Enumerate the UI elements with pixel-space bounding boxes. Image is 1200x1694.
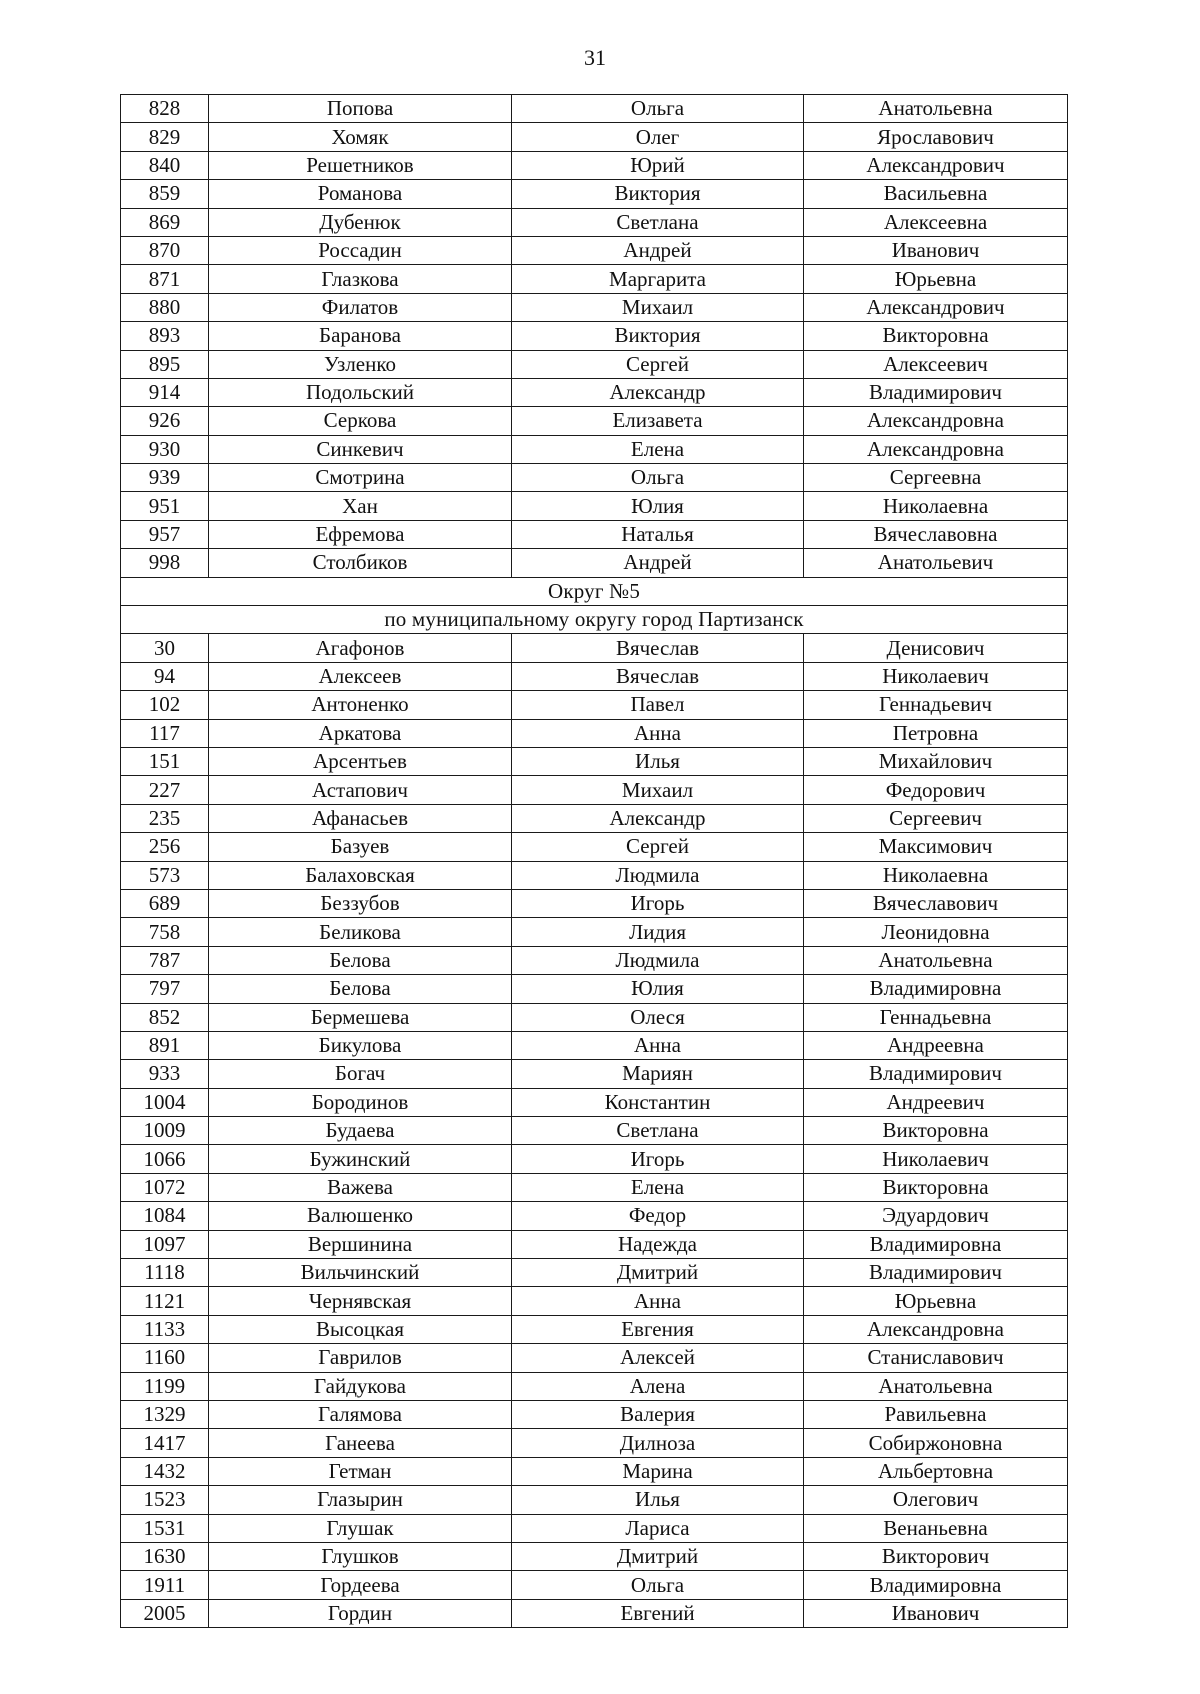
patronymic: Викторовна xyxy=(804,1117,1068,1145)
table-row xyxy=(121,180,1068,208)
last-name: Валюшенко xyxy=(209,1202,512,1230)
last-name: Афанасьев xyxy=(209,804,512,832)
row-number: 227 xyxy=(121,776,209,804)
last-name: Чернявская xyxy=(209,1287,512,1315)
first-name: Надежда xyxy=(512,1230,804,1258)
patronymic: Александрович xyxy=(804,151,1068,179)
row-number: 1004 xyxy=(121,1088,209,1116)
first-name: Анна xyxy=(512,719,804,747)
patronymic: Олегович xyxy=(804,1486,1068,1514)
first-name: Вячеслав xyxy=(512,634,804,662)
patronymic: Владимировна xyxy=(804,1230,1068,1258)
row-number: 880 xyxy=(121,293,209,321)
patronymic: Алексеевна xyxy=(804,208,1068,236)
first-name: Светлана xyxy=(512,208,804,236)
first-name: Валерия xyxy=(512,1400,804,1428)
last-name: Бикулова xyxy=(209,1031,512,1059)
first-name: Марина xyxy=(512,1457,804,1485)
last-name: Гордеева xyxy=(209,1571,512,1599)
first-name: Наталья xyxy=(512,520,804,548)
last-name: Смотрина xyxy=(209,464,512,492)
patronymic: Эдуардович xyxy=(804,1202,1068,1230)
patronymic: Собиржоновна xyxy=(804,1429,1068,1457)
patronymic: Геннадьевич xyxy=(804,691,1068,719)
table-row xyxy=(121,918,1068,946)
first-name: Сергей xyxy=(512,350,804,378)
table-row xyxy=(121,1599,1068,1627)
patronymic: Васильевна xyxy=(804,180,1068,208)
patronymic: Алексеевич xyxy=(804,350,1068,378)
table-row xyxy=(121,95,1068,123)
first-name: Юрий xyxy=(512,151,804,179)
row-number: 758 xyxy=(121,918,209,946)
roster-table xyxy=(120,94,1068,1628)
patronymic: Викторович xyxy=(804,1542,1068,1570)
last-name: Балаховская xyxy=(209,861,512,889)
patronymic: Иванович xyxy=(804,1599,1068,1627)
row-number: 1417 xyxy=(121,1429,209,1457)
last-name: Ганеева xyxy=(209,1429,512,1457)
last-name: Филатов xyxy=(209,293,512,321)
table-row xyxy=(121,1003,1068,1031)
last-name: Столбиков xyxy=(209,549,512,577)
table-row xyxy=(121,861,1068,889)
table-row xyxy=(121,691,1068,719)
row-number: 2005 xyxy=(121,1599,209,1627)
last-name: Синкевич xyxy=(209,435,512,463)
row-number: 1911 xyxy=(121,1571,209,1599)
row-number: 1199 xyxy=(121,1372,209,1400)
last-name: Бермешева xyxy=(209,1003,512,1031)
row-number: 998 xyxy=(121,549,209,577)
row-number: 256 xyxy=(121,833,209,861)
row-number: 893 xyxy=(121,322,209,350)
last-name: Гетман xyxy=(209,1457,512,1485)
patronymic: Николаевич xyxy=(804,1145,1068,1173)
row-number: 871 xyxy=(121,265,209,293)
patronymic: Венаньевна xyxy=(804,1514,1068,1542)
patronymic: Юрьевна xyxy=(804,265,1068,293)
last-name: Ефремова xyxy=(209,520,512,548)
first-name: Дмитрий xyxy=(512,1259,804,1287)
last-name: Белова xyxy=(209,946,512,974)
row-number: 117 xyxy=(121,719,209,747)
first-name: Евгения xyxy=(512,1315,804,1343)
table-row xyxy=(121,747,1068,775)
patronymic: Викторовна xyxy=(804,1173,1068,1201)
last-name: Гордин xyxy=(209,1599,512,1627)
first-name: Виктория xyxy=(512,180,804,208)
patronymic: Альбертовна xyxy=(804,1457,1068,1485)
last-name: Баранова xyxy=(209,322,512,350)
last-name: Гаврилов xyxy=(209,1344,512,1372)
row-number: 828 xyxy=(121,95,209,123)
row-number: 1097 xyxy=(121,1230,209,1258)
row-number: 1432 xyxy=(121,1457,209,1485)
section-title-row xyxy=(121,577,1068,605)
patronymic: Вячеславовна xyxy=(804,520,1068,548)
last-name: Романова xyxy=(209,180,512,208)
last-name: Антоненко xyxy=(209,691,512,719)
patronymic: Федорович xyxy=(804,776,1068,804)
first-name: Лидия xyxy=(512,918,804,946)
table-row xyxy=(121,435,1068,463)
table-row xyxy=(121,804,1068,832)
table-row xyxy=(121,407,1068,435)
table-row xyxy=(121,322,1068,350)
row-number: 1523 xyxy=(121,1486,209,1514)
last-name: Беззубов xyxy=(209,889,512,917)
first-name: Илья xyxy=(512,1486,804,1514)
row-number: 1072 xyxy=(121,1173,209,1201)
table-row xyxy=(121,492,1068,520)
row-number: 1630 xyxy=(121,1542,209,1570)
section-header xyxy=(121,577,1068,634)
last-name: Подольский xyxy=(209,378,512,406)
last-name: Хан xyxy=(209,492,512,520)
last-name: Аркатова xyxy=(209,719,512,747)
row-number: 939 xyxy=(121,464,209,492)
table-row xyxy=(121,208,1068,236)
first-name: Ольга xyxy=(512,95,804,123)
first-name: Елизавета xyxy=(512,407,804,435)
table-row xyxy=(121,265,1068,293)
table-row xyxy=(121,776,1068,804)
row-number: 102 xyxy=(121,691,209,719)
last-name: Важева xyxy=(209,1173,512,1201)
row-number: 869 xyxy=(121,208,209,236)
table-row xyxy=(121,1400,1068,1428)
row-number: 933 xyxy=(121,1060,209,1088)
patronymic: Николаевна xyxy=(804,861,1068,889)
row-number: 1121 xyxy=(121,1287,209,1315)
row-number: 94 xyxy=(121,662,209,690)
first-name: Дмитрий xyxy=(512,1542,804,1570)
last-name: Бужинский xyxy=(209,1145,512,1173)
table-row xyxy=(121,1372,1068,1400)
first-name: Павел xyxy=(512,691,804,719)
first-name: Мариян xyxy=(512,1060,804,1088)
first-name: Федор xyxy=(512,1202,804,1230)
row-number: 689 xyxy=(121,889,209,917)
table-row xyxy=(121,1117,1068,1145)
table-row xyxy=(121,1287,1068,1315)
last-name: Глушков xyxy=(209,1542,512,1570)
last-name: Решетников xyxy=(209,151,512,179)
row-number: 30 xyxy=(121,634,209,662)
table-row xyxy=(121,719,1068,747)
table-row xyxy=(121,1344,1068,1372)
first-name: Илья xyxy=(512,747,804,775)
patronymic: Александровна xyxy=(804,1315,1068,1343)
table-row xyxy=(121,833,1068,861)
first-name: Игорь xyxy=(512,1145,804,1173)
row-number: 797 xyxy=(121,975,209,1003)
first-name: Константин xyxy=(512,1088,804,1116)
patronymic: Владимировна xyxy=(804,975,1068,1003)
last-name: Будаева xyxy=(209,1117,512,1145)
last-name: Гайдукова xyxy=(209,1372,512,1400)
row-number: 235 xyxy=(121,804,209,832)
first-name: Дилноза xyxy=(512,1429,804,1457)
row-number: 859 xyxy=(121,180,209,208)
last-name: Арсентьев xyxy=(209,747,512,775)
first-name: Вячеслав xyxy=(512,662,804,690)
table-row xyxy=(121,662,1068,690)
row-number: 1133 xyxy=(121,1315,209,1343)
table-row xyxy=(121,1031,1068,1059)
row-number: 787 xyxy=(121,946,209,974)
last-name: Высоцкая xyxy=(209,1315,512,1343)
patronymic: Анатольевна xyxy=(804,946,1068,974)
table-row xyxy=(121,634,1068,662)
row-number: 1009 xyxy=(121,1117,209,1145)
row-number: 1329 xyxy=(121,1400,209,1428)
patronymic: Андреевна xyxy=(804,1031,1068,1059)
row-number: 1118 xyxy=(121,1259,209,1287)
last-name: Хомяк xyxy=(209,123,512,151)
page-number: 31 xyxy=(584,45,606,70)
patronymic: Владимирович xyxy=(804,1259,1068,1287)
first-name: Андрей xyxy=(512,549,804,577)
last-name: Дубенюк xyxy=(209,208,512,236)
first-name: Сергей xyxy=(512,833,804,861)
table-row xyxy=(121,1060,1068,1088)
patronymic: Викторовна xyxy=(804,322,1068,350)
table-row xyxy=(121,1542,1068,1570)
table-row xyxy=(121,293,1068,321)
row-number: 573 xyxy=(121,861,209,889)
first-name: Олеся xyxy=(512,1003,804,1031)
first-name: Игорь xyxy=(512,889,804,917)
first-name: Людмила xyxy=(512,946,804,974)
patronymic: Николаевич xyxy=(804,662,1068,690)
first-name: Лариса xyxy=(512,1514,804,1542)
patronymic: Анатольевна xyxy=(804,1372,1068,1400)
first-name: Елена xyxy=(512,1173,804,1201)
first-name: Анна xyxy=(512,1287,804,1315)
last-name: Галямова xyxy=(209,1400,512,1428)
last-name: Астапович xyxy=(209,776,512,804)
first-name: Андрей xyxy=(512,236,804,264)
row-number: 829 xyxy=(121,123,209,151)
first-name: Михаил xyxy=(512,293,804,321)
row-number: 852 xyxy=(121,1003,209,1031)
row-number: 926 xyxy=(121,407,209,435)
last-name: Базуев xyxy=(209,833,512,861)
table-row xyxy=(121,236,1068,264)
patronymic: Максимович xyxy=(804,833,1068,861)
first-name: Юлия xyxy=(512,492,804,520)
row-number: 1084 xyxy=(121,1202,209,1230)
last-name: Белова xyxy=(209,975,512,1003)
last-name: Богач xyxy=(209,1060,512,1088)
patronymic: Леонидовна xyxy=(804,918,1068,946)
patronymic: Денисович xyxy=(804,634,1068,662)
table-row xyxy=(121,946,1068,974)
last-name: Беликова xyxy=(209,918,512,946)
patronymic: Сергеевна xyxy=(804,464,1068,492)
first-name: Анна xyxy=(512,1031,804,1059)
patronymic: Михайлович xyxy=(804,747,1068,775)
row-number: 914 xyxy=(121,378,209,406)
table-row xyxy=(121,350,1068,378)
roster-body-top xyxy=(121,95,1068,578)
table-row xyxy=(121,1088,1068,1116)
patronymic: Александровна xyxy=(804,435,1068,463)
row-number: 1066 xyxy=(121,1145,209,1173)
patronymic: Владимирович xyxy=(804,1060,1068,1088)
last-name: Глазкова xyxy=(209,265,512,293)
row-number: 1160 xyxy=(121,1344,209,1372)
row-number: 1531 xyxy=(121,1514,209,1542)
first-name: Олег xyxy=(512,123,804,151)
row-number: 957 xyxy=(121,520,209,548)
last-name: Серкова xyxy=(209,407,512,435)
last-name: Попова xyxy=(209,95,512,123)
table-row xyxy=(121,464,1068,492)
first-name: Маргарита xyxy=(512,265,804,293)
patronymic: Анатольевич xyxy=(804,549,1068,577)
patronymic: Геннадьевна xyxy=(804,1003,1068,1031)
patronymic: Александровна xyxy=(804,407,1068,435)
patronymic: Ярославович xyxy=(804,123,1068,151)
table-row xyxy=(121,151,1068,179)
section-title: Округ №5 xyxy=(121,577,1068,605)
patronymic: Александрович xyxy=(804,293,1068,321)
last-name: Глазырин xyxy=(209,1486,512,1514)
table-row xyxy=(121,520,1068,548)
last-name: Алексеев xyxy=(209,662,512,690)
table-row xyxy=(121,1145,1068,1173)
first-name: Евгений xyxy=(512,1599,804,1627)
first-name: Светлана xyxy=(512,1117,804,1145)
last-name: Глушак xyxy=(209,1514,512,1542)
row-number: 870 xyxy=(121,236,209,264)
last-name: Бородинов xyxy=(209,1088,512,1116)
patronymic: Андреевич xyxy=(804,1088,1068,1116)
first-name: Ольга xyxy=(512,1571,804,1599)
last-name: Вершинина xyxy=(209,1230,512,1258)
first-name: Александр xyxy=(512,378,804,406)
first-name: Людмила xyxy=(512,861,804,889)
first-name: Елена xyxy=(512,435,804,463)
table-row xyxy=(121,1259,1068,1287)
table-row xyxy=(121,1486,1068,1514)
first-name: Юлия xyxy=(512,975,804,1003)
patronymic: Юрьевна xyxy=(804,1287,1068,1315)
first-name: Виктория xyxy=(512,322,804,350)
patronymic: Петровна xyxy=(804,719,1068,747)
section-subtitle-row xyxy=(121,606,1068,634)
first-name: Алексей xyxy=(512,1344,804,1372)
patronymic: Владимирович xyxy=(804,378,1068,406)
table-row xyxy=(121,378,1068,406)
section-subtitle: по муниципальному округу город Партизанск xyxy=(121,606,1068,634)
table-row xyxy=(121,975,1068,1003)
last-name: Россадин xyxy=(209,236,512,264)
table-row xyxy=(121,1571,1068,1599)
table-row xyxy=(121,123,1068,151)
table-row xyxy=(121,1202,1068,1230)
row-number: 891 xyxy=(121,1031,209,1059)
last-name: Узленко xyxy=(209,350,512,378)
last-name: Вильчинский xyxy=(209,1259,512,1287)
first-name: Алена xyxy=(512,1372,804,1400)
patronymic: Сергеевич xyxy=(804,804,1068,832)
patronymic: Вячеславович xyxy=(804,889,1068,917)
table-row xyxy=(121,1514,1068,1542)
table-row xyxy=(121,1457,1068,1485)
table-row xyxy=(121,1230,1068,1258)
first-name: Михаил xyxy=(512,776,804,804)
first-name: Ольга xyxy=(512,464,804,492)
patronymic: Владимировна xyxy=(804,1571,1068,1599)
table-row xyxy=(121,889,1068,917)
patronymic: Анатольевна xyxy=(804,95,1068,123)
row-number: 840 xyxy=(121,151,209,179)
row-number: 151 xyxy=(121,747,209,775)
table-row xyxy=(121,1173,1068,1201)
patronymic: Станиславович xyxy=(804,1344,1068,1372)
patronymic: Иванович xyxy=(804,236,1068,264)
row-number: 895 xyxy=(121,350,209,378)
patronymic: Равильевна xyxy=(804,1400,1068,1428)
last-name: Агафонов xyxy=(209,634,512,662)
table-row xyxy=(121,549,1068,577)
table-row xyxy=(121,1315,1068,1343)
row-number: 930 xyxy=(121,435,209,463)
roster-body-bottom xyxy=(121,634,1068,1628)
first-name: Александр xyxy=(512,804,804,832)
patronymic: Николаевна xyxy=(804,492,1068,520)
row-number: 951 xyxy=(121,492,209,520)
table-row xyxy=(121,1429,1068,1457)
